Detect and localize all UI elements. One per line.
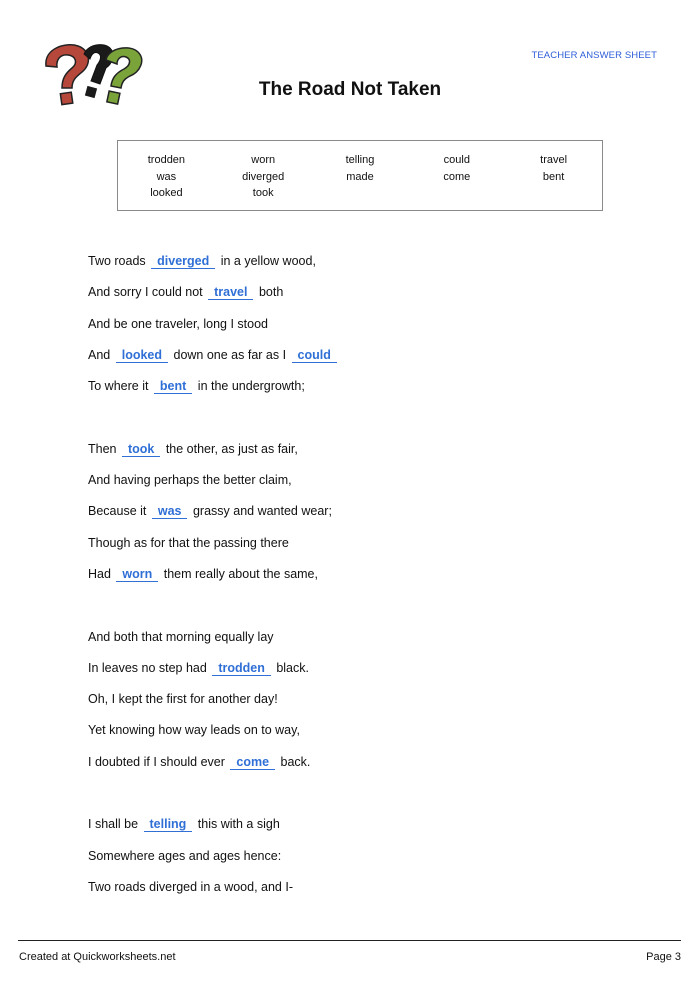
poem-line: And be one traveler, long I stood xyxy=(88,316,268,331)
line-text: in the undergrowth; xyxy=(194,379,305,394)
stanza-gap xyxy=(88,410,339,441)
poem xyxy=(88,254,339,911)
teacher-answer-sheet-label: TEACHER ANSWER SHEET xyxy=(531,50,657,61)
answer-blank: worn xyxy=(116,568,158,582)
poem-line xyxy=(88,442,339,473)
poem-line: Yet knowing how way leads on to way, xyxy=(88,723,300,738)
line-text: back. xyxy=(277,754,311,769)
poem-line: Somewhere ages and ages hence: xyxy=(88,848,282,863)
poem-line xyxy=(88,817,339,848)
line-text: grassy and wanted wear; xyxy=(189,504,332,519)
word-bank-item: bent xyxy=(542,170,565,183)
line-text: down one as far as I xyxy=(170,347,290,362)
word-bank-item: was xyxy=(156,170,177,183)
poem-line: Though as for that the passing there xyxy=(88,535,289,550)
line-text: And xyxy=(88,347,114,362)
poem-line xyxy=(88,285,339,316)
footer-credit: Created at Quickworksheets.net xyxy=(19,951,176,963)
answer-blank: come xyxy=(230,756,275,770)
line-text: To where it xyxy=(88,379,152,394)
answer-blank: telling xyxy=(144,818,193,832)
poem-line xyxy=(88,755,339,786)
word-bank-item: looked xyxy=(150,187,183,199)
word-bank-item: trodden xyxy=(147,154,186,166)
poem-line: And having perhaps the better claim, xyxy=(88,473,292,488)
answer-blank: bent xyxy=(154,380,192,394)
question-marks-logo-icon xyxy=(40,40,148,112)
line-text: both xyxy=(255,285,284,300)
word-bank-item: come xyxy=(443,170,471,183)
line-text: this with a sigh xyxy=(194,817,280,832)
poem-line xyxy=(88,254,339,285)
poem-line: Two roads diverged in a wood, and I- xyxy=(88,879,293,894)
word-bank-item: took xyxy=(252,187,274,199)
word-bank-item: made xyxy=(346,170,374,183)
line-text: black. xyxy=(272,660,309,675)
line-text: them really about the same, xyxy=(160,566,318,581)
line-text: I doubted if I should ever xyxy=(88,754,229,769)
line-text: in a yellow wood, xyxy=(217,254,316,268)
word-bank-item: telling xyxy=(345,154,375,166)
line-text: In leaves no step had xyxy=(88,660,211,675)
word-bank-item: could xyxy=(443,154,470,166)
word-bank-item: travel xyxy=(540,154,568,166)
answer-blank: diverged xyxy=(151,255,215,269)
poem-line xyxy=(88,567,339,598)
poem-line xyxy=(88,379,339,410)
word-bank-item: worn xyxy=(251,154,276,166)
line-text: Then xyxy=(88,441,120,456)
footer-divider xyxy=(18,940,681,941)
line-text: I shall be xyxy=(88,817,142,832)
page-title: The Road Not Taken xyxy=(258,79,442,100)
answer-blank: travel xyxy=(208,286,253,300)
line-text: Had xyxy=(88,566,115,581)
page-number: Page 3 xyxy=(646,951,681,963)
poem-line xyxy=(88,348,339,379)
line-text: the other, as just as fair, xyxy=(162,441,298,456)
answer-blank: looked xyxy=(116,349,168,363)
line-text: Two roads xyxy=(88,254,150,268)
poem-line: Oh, I kept the first for another day! xyxy=(88,692,278,707)
stanza-gap xyxy=(88,786,339,817)
answer-blank: trodden xyxy=(212,662,271,676)
poem-line: And both that morning equally lay xyxy=(88,629,274,644)
answer-blank: was xyxy=(152,505,188,519)
line-text: Because it xyxy=(88,504,150,519)
word-bank-item: diverged xyxy=(242,170,285,183)
stanza-gap xyxy=(88,598,339,629)
line-text: And sorry I could not xyxy=(88,285,207,300)
answer-blank: could xyxy=(292,349,337,363)
word-bank xyxy=(117,140,603,211)
poem-line xyxy=(88,504,339,535)
answer-blank: took xyxy=(122,443,160,457)
poem-line xyxy=(88,661,339,692)
